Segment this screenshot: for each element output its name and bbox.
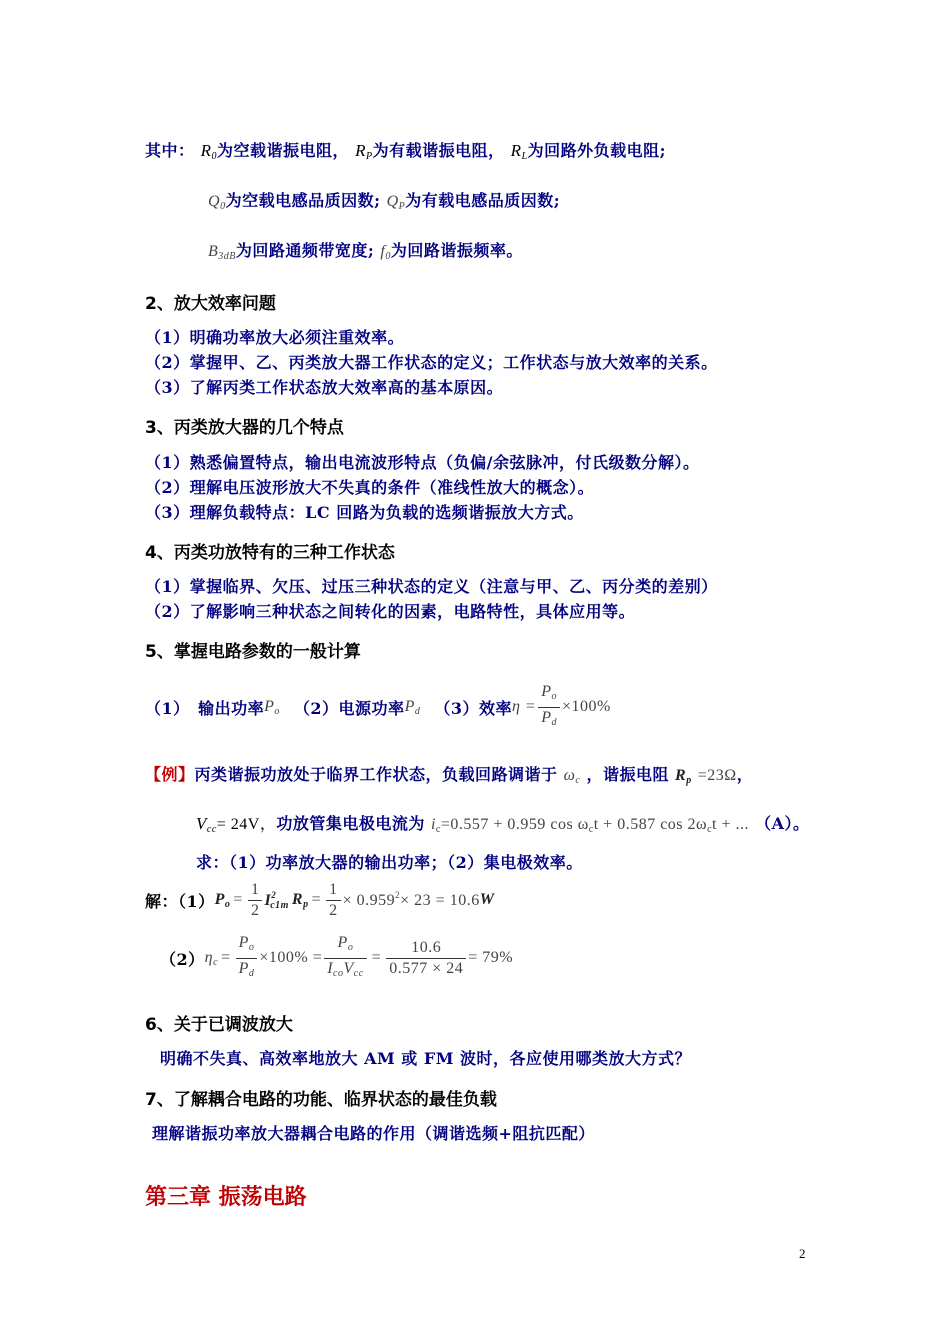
page-number: 2: [799, 1246, 806, 1261]
defs-r0-desc: 为空载谐振电阻，: [216, 141, 349, 160]
defs-f-desc: 为回路谐振频率。: [390, 241, 523, 260]
symbol-eta-c: $\eta_c$: [204, 948, 219, 968]
defs-prefix: 其中：: [145, 141, 195, 160]
vcc-value: = 24V，: [216, 816, 277, 833]
symbol-qp: $Q_P$: [386, 193, 406, 212]
symbol-pd: $P_d$: [404, 697, 421, 717]
example-text-2: ，谐振电阻: [586, 765, 669, 784]
example-tag: 【例】: [145, 765, 195, 784]
section-4-item-1: （1）掌握临界、欠压、过压三种状态的定义（注意与甲、乙、丙分类的差别）: [145, 577, 718, 596]
numeric-fraction: $\frac{10.6}{0.577 \times 24}$: [386, 938, 466, 979]
solution-label-2: （2）: [160, 949, 205, 969]
section-7-title: 7、了解耦合电路的功能、临界状态的最佳负载: [145, 1090, 497, 1110]
symbol-rl: $R_L$: [510, 141, 528, 162]
symbol-po: $P_o$: [264, 697, 280, 717]
section-2-item-3: （3）了解丙类工作状态放大效率高的基本原因。: [145, 378, 504, 397]
section-3-item-2: （2）理解电压波形放大不失真的条件（准线性放大的概念）。: [145, 478, 595, 497]
symbol-q0: $Q_0$: [208, 193, 226, 212]
symbol-rp-example: $R_p$: [675, 767, 692, 786]
section-2-item-2: （2）掌握甲、乙、丙类放大器工作状态的定义；工作状态与放大效率的关系。: [145, 353, 718, 372]
half-fraction: $\frac{1}{2}$: [248, 880, 263, 921]
section-3-title: 3、丙类放大器的几个特点: [145, 418, 344, 438]
symbol-rp-solution: $R_p$: [291, 890, 309, 910]
equals-sign-3: =: [221, 949, 231, 966]
percent-equals: ×100% =: [259, 949, 323, 966]
defs-q0-desc: 为空载电感品质因数;: [225, 191, 381, 210]
defs-rp-desc: 为有载谐振电阻，: [372, 141, 505, 160]
section-5-formulas: [145, 683, 611, 731]
example-question: 求：（1）功率放大器的输出功率；（2）集电极效率。: [196, 853, 583, 872]
section-5-title: 5、掌握电路参数的一般计算: [145, 642, 361, 662]
solution-label: 解：（1）: [145, 891, 215, 911]
po-icovcc-fraction: $\frac{P_o}{I_{co}V_{cc}}$: [324, 933, 366, 984]
symbol-omega-c: $\omega_c$: [563, 767, 581, 786]
chapter-heading: 第三章 振荡电路: [145, 1185, 307, 1210]
efficiency-result: = 79%: [468, 949, 514, 966]
times-100-percent: ×100%: [562, 698, 611, 715]
rp-value: =23Ω: [697, 767, 737, 784]
definition-line-q: [208, 188, 560, 212]
symbol-r0: $R_0$: [200, 141, 217, 162]
definition-line-resistances: [145, 138, 666, 162]
solution-calc: × $0.959^2\times 23 = 10.6$: [342, 890, 480, 909]
example-line-1: [145, 762, 753, 786]
symbol-vcc: $V_{cc}$: [196, 814, 217, 835]
section-6-body: 明确不失真、高效率地放大 AM 或 FM 波时，各应使用哪类放大方式？: [160, 1049, 691, 1068]
example-text-1: 丙类谐振功放处于临界工作状态，负载回路调谐于: [194, 765, 558, 784]
section-7-body: 理解谐振功率放大器耦合电路的作用（调谐选频+阻抗匹配）: [152, 1124, 595, 1143]
definition-line-bandwidth: [208, 238, 523, 262]
symbol-rp: $R_P$: [355, 141, 373, 162]
symbol-f0: $f_0$: [380, 243, 391, 262]
section-3-item-3: （3）理解负载特点：LC 回路为负载的选频谐振放大方式。: [145, 503, 584, 522]
solution-part-2: [160, 932, 513, 984]
symbol-eta: η =: [511, 698, 537, 715]
equals-sign-4: =: [371, 949, 382, 966]
equals-sign-2: =: [311, 891, 322, 908]
half-fraction-2: $\frac{1}{2}$: [326, 880, 341, 921]
section-2-title: 2、放大效率问题: [145, 294, 276, 314]
formula-3-label: （3）效率: [434, 698, 512, 718]
example-unit: （A）。: [755, 814, 810, 833]
defs-rl-desc: 为回路外负载电阻;: [527, 141, 667, 160]
symbol-po-solution: $P_o$: [214, 890, 231, 910]
section-4-item-2: （2）了解影响三种状态之间转化的因素，电路特性，具体应用等。: [145, 602, 636, 621]
ic-expression: $i_c=0.557 + 0.959$ $\cos \omega_ct + 0.587$ $\cos 2\omega_ct$ + ...: [430, 816, 749, 835]
example-text-3: 功放管集电极电流为: [276, 814, 425, 833]
formula-2-label: （2）电源功率: [293, 698, 405, 718]
section-6-title: 6、关于已调波放大: [145, 1015, 293, 1035]
section-2-item-1: （1）明确功率放大必须注重效率。: [145, 328, 405, 347]
efficiency-fraction: $\frac{P_o}{P_d}$: [538, 682, 560, 733]
po-pd-fraction: $\frac{P_o}{P_d}$: [236, 933, 258, 984]
symbol-b3db: $B_{3dB}$: [208, 243, 236, 262]
defs-qp-desc: 为有载电感品质因数;: [405, 191, 561, 210]
example-comma: ，: [736, 765, 754, 784]
equals-sign: =: [233, 891, 243, 908]
formula-1-label: （1） 输出功率: [145, 698, 265, 718]
unit-watt: W: [479, 891, 495, 908]
solution-part-1: [145, 874, 494, 926]
symbol-icm: $I^2_{c1m}$: [264, 889, 289, 911]
defs-b-desc: 为回路通频带宽度;: [235, 241, 375, 260]
section-3-item-1: （1）熟悉偏置特点，输出电流波形特点（负偏/余弦脉冲，付氏级数分解）。: [145, 453, 700, 472]
example-line-2: [196, 811, 809, 835]
section-4-title: 4、丙类功放特有的三种工作状态: [145, 543, 395, 563]
